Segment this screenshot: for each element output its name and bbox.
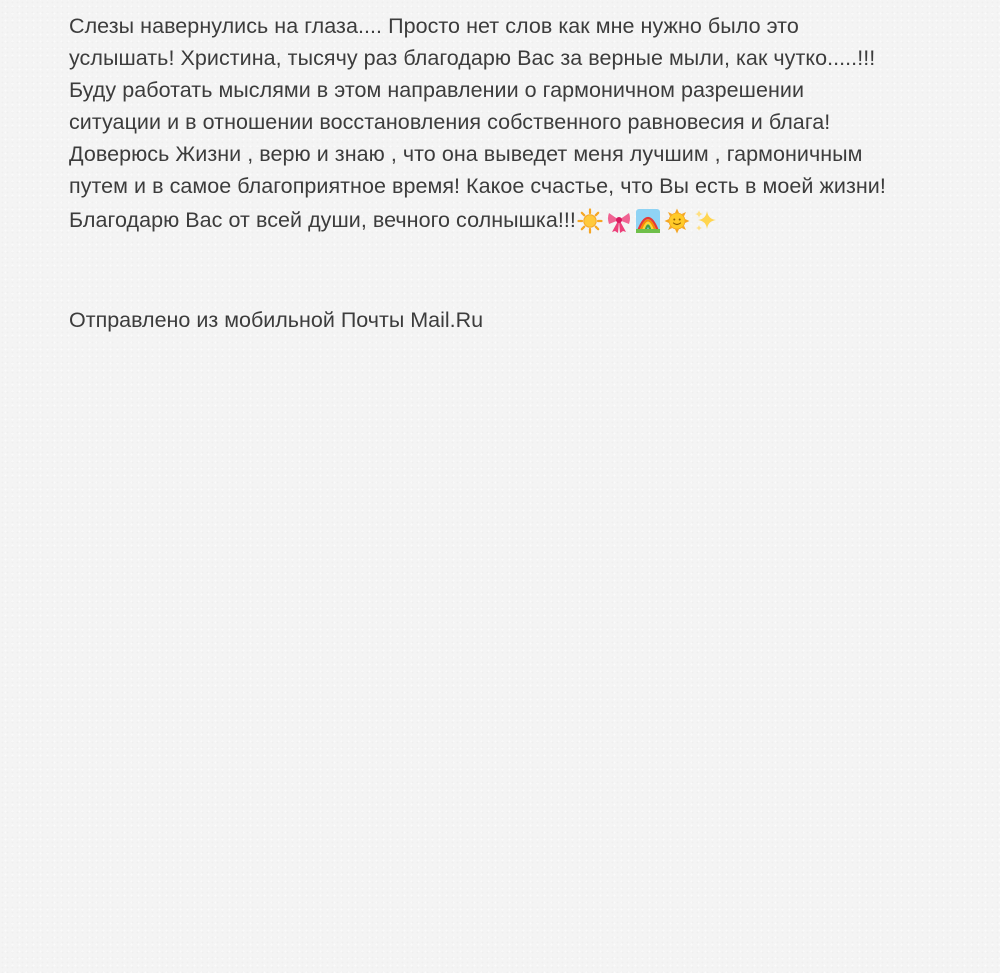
message-line: услышать! Христина, тысячу раз благодарю Вас за верные мыли, как чутко.....!!! [69,46,876,70]
ribbon-icon [606,208,632,234]
sun-face-icon [664,208,690,234]
message-line: путем и в самое благоприятное время! Какое счастье, что Вы есть в моей жизни! [69,174,886,198]
emoji-row [577,208,722,234]
message-line: Буду работать мыслями в этом направлении о гармоничном разрешении [69,78,805,102]
message-line: Благодарю Вас от всей души, вечного солнышка!!! [69,208,576,232]
message-line: Слезы навернулись на глаза.... Просто нет слов как мне нужно было это [69,14,799,38]
sparkles-icon [693,208,719,234]
message-body [69,10,969,236]
message-line: Доверюсь Жизни , верю и знаю , что она выведет меня лучшим , гармоничным [69,142,863,166]
rainbow-icon [635,208,661,234]
sun-icon [577,208,603,234]
message-line: ситуации и в отношении восстановления собственного равновесия и блага! [69,110,831,134]
message-line-with-emoji [69,204,969,236]
mail-signature: Отправлено из мобильной Почты Mail.Ru [69,308,484,332]
